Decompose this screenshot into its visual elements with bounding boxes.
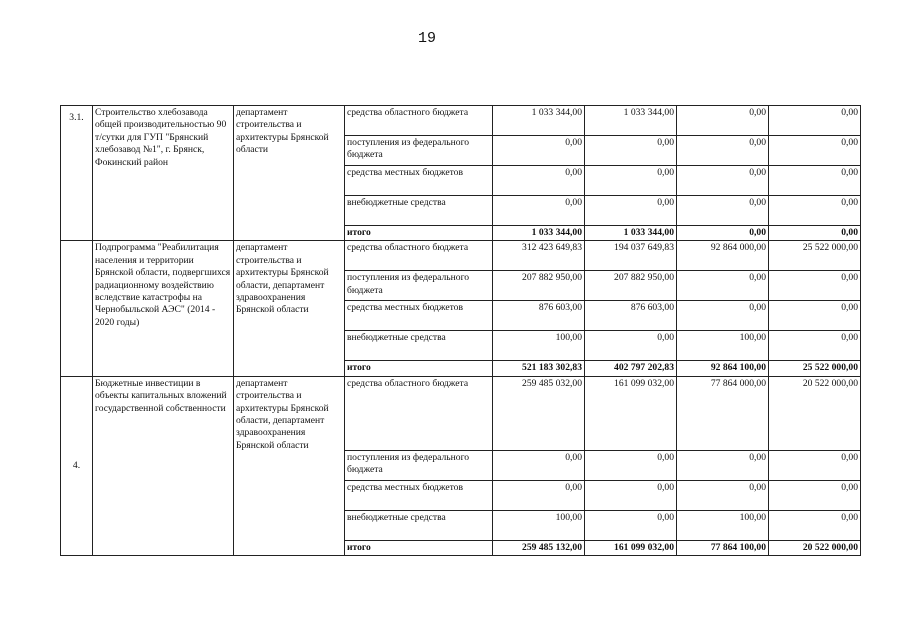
- total-year-2: 77 864 100,00: [677, 540, 769, 555]
- amount-year-2: 0,00: [677, 271, 769, 301]
- amount-total: 259 485 032,00: [493, 376, 585, 450]
- amount-total: 876 603,00: [493, 301, 585, 331]
- total-year-3: 20 522 000,00: [769, 540, 861, 555]
- total-year-1: 402 797 202,83: [585, 361, 677, 376]
- amount-total: 0,00: [493, 166, 585, 196]
- funding-source: внебюджетные средства: [345, 196, 493, 226]
- total-year-3: 25 522 000,00: [769, 361, 861, 376]
- amount-year-2: 100,00: [677, 510, 769, 540]
- total-label: итого: [345, 540, 493, 555]
- amount-year-2: 0,00: [677, 480, 769, 510]
- amount-year-1: 0,00: [585, 510, 677, 540]
- funding-source: внебюджетные средства: [345, 331, 493, 361]
- amount-year-3: 0,00: [769, 196, 861, 226]
- program-name: Подпрограмма "Реабилитация населения и территории Брянской области, подвергшихся радиационному воздействию вследствие катастрофы на Чернобыльской АЭС" (2014 - 2020 годы): [93, 241, 234, 376]
- total-amount: 259 485 132,00: [493, 540, 585, 555]
- funding-source: внебюджетные средства: [345, 510, 493, 540]
- amount-total: 0,00: [493, 480, 585, 510]
- responsible-executor: департамент строительства и архитектуры Брянской области, департамент здравоохранения Брянской области: [234, 241, 345, 376]
- table-row: [61, 241, 861, 271]
- program-name: Строительство хлебозавода общей производительностью 90 т/сутки для ГУП "Брянский хлебозавод №1", г. Брянск, Фокинский район: [93, 106, 234, 241]
- amount-year-3: 0,00: [769, 301, 861, 331]
- amount-year-3: 0,00: [769, 136, 861, 166]
- total-year-3: 0,00: [769, 226, 861, 241]
- amount-year-3: 0,00: [769, 510, 861, 540]
- amount-year-2: 92 864 000,00: [677, 241, 769, 271]
- funding-source: средства местных бюджетов: [345, 166, 493, 196]
- budget-table: [60, 105, 861, 556]
- amount-total: 1 033 344,00: [493, 106, 585, 136]
- amount-year-1: 0,00: [585, 166, 677, 196]
- amount-year-2: 0,00: [677, 301, 769, 331]
- amount-year-3: 0,00: [769, 166, 861, 196]
- amount-year-1: 0,00: [585, 331, 677, 361]
- amount-year-1: 876 603,00: [585, 301, 677, 331]
- responsible-executor: департамент строительства и архитектуры Брянской области: [234, 106, 345, 241]
- amount-year-1: 207 882 950,00: [585, 271, 677, 301]
- amount-year-2: 0,00: [677, 196, 769, 226]
- amount-year-1: 0,00: [585, 480, 677, 510]
- amount-total: 100,00: [493, 510, 585, 540]
- table-row: [61, 106, 861, 136]
- amount-year-1: 0,00: [585, 136, 677, 166]
- amount-year-2: 100,00: [677, 331, 769, 361]
- amount-total: 312 423 649,83: [493, 241, 585, 271]
- amount-year-3: 0,00: [769, 331, 861, 361]
- amount-year-3: 0,00: [769, 450, 861, 480]
- table-row: [61, 376, 861, 450]
- amount-year-3: 0,00: [769, 480, 861, 510]
- amount-year-3: 0,00: [769, 271, 861, 301]
- program-name: Бюджетные инвестиции в объекты капитальных вложений государственной собственности: [93, 376, 234, 555]
- amount-year-3: 20 522 000,00: [769, 376, 861, 450]
- amount-year-2: 77 864 000,00: [677, 376, 769, 450]
- funding-source: поступления из федерального бюджета: [345, 136, 493, 166]
- amount-year-1: 0,00: [585, 196, 677, 226]
- total-year-2: 0,00: [677, 226, 769, 241]
- amount-year-2: 0,00: [677, 450, 769, 480]
- amount-year-3: 25 522 000,00: [769, 241, 861, 271]
- amount-year-2: 0,00: [677, 106, 769, 136]
- funding-source: поступления из федерального бюджета: [345, 271, 493, 301]
- total-amount: 1 033 344,00: [493, 226, 585, 241]
- responsible-executor: департамент строительства и архитектуры Брянской области, департамент здравоохранения Брянской области: [234, 376, 345, 555]
- page-number: 19: [418, 30, 437, 47]
- amount-year-2: 0,00: [677, 166, 769, 196]
- amount-total: 0,00: [493, 450, 585, 480]
- amount-total: 207 882 950,00: [493, 271, 585, 301]
- funding-source: поступления из федерального бюджета: [345, 450, 493, 480]
- amount-year-1: 161 099 032,00: [585, 376, 677, 450]
- total-amount: 521 183 302,83: [493, 361, 585, 376]
- amount-total: 0,00: [493, 196, 585, 226]
- funding-source: средства областного бюджета: [345, 106, 493, 136]
- amount-year-1: 1 033 344,00: [585, 106, 677, 136]
- row-index: [61, 241, 93, 376]
- total-year-1: 1 033 344,00: [585, 226, 677, 241]
- total-label: итого: [345, 226, 493, 241]
- row-index: 3.1.: [61, 106, 93, 241]
- row-index: 4.: [61, 376, 93, 555]
- total-label: итого: [345, 361, 493, 376]
- funding-source: средства местных бюджетов: [345, 301, 493, 331]
- amount-total: 100,00: [493, 331, 585, 361]
- amount-total: 0,00: [493, 136, 585, 166]
- amount-year-1: 194 037 649,83: [585, 241, 677, 271]
- funding-source: средства областного бюджета: [345, 376, 493, 450]
- amount-year-3: 0,00: [769, 106, 861, 136]
- amount-year-2: 0,00: [677, 136, 769, 166]
- funding-source: средства местных бюджетов: [345, 480, 493, 510]
- amount-year-1: 0,00: [585, 450, 677, 480]
- total-year-1: 161 099 032,00: [585, 540, 677, 555]
- funding-source: средства областного бюджета: [345, 241, 493, 271]
- total-year-2: 92 864 100,00: [677, 361, 769, 376]
